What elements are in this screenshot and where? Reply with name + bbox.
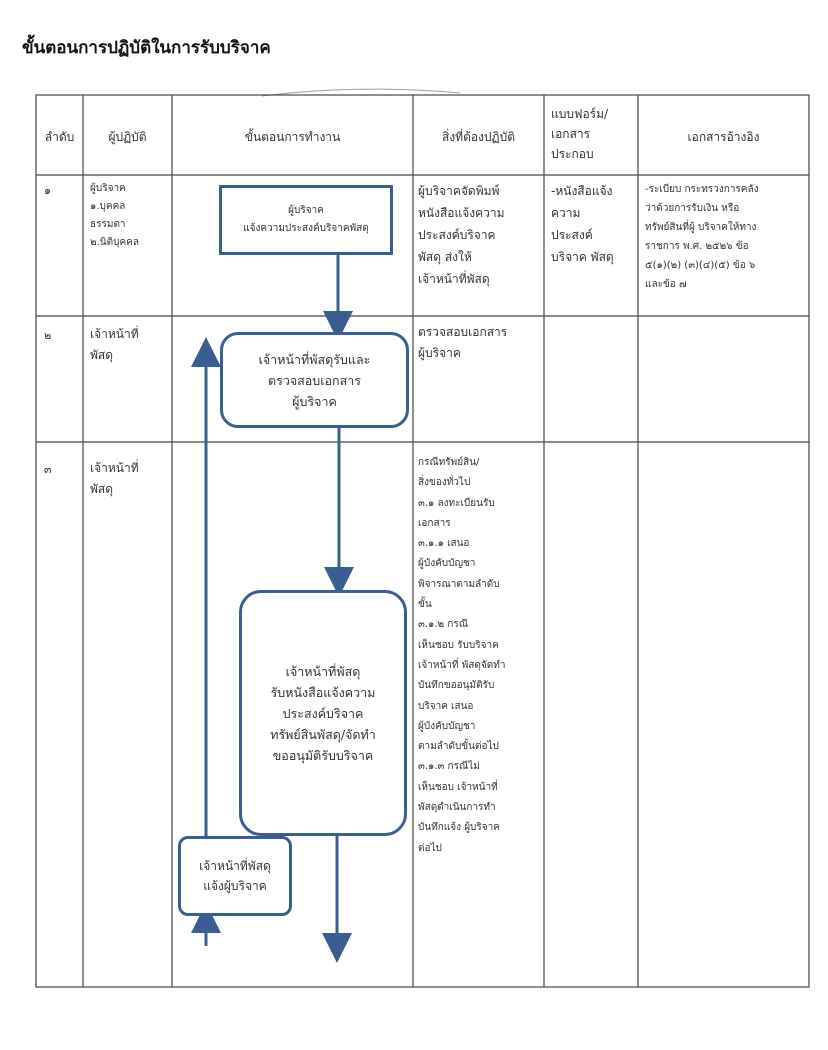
flow-box-notify-donor [178, 836, 292, 916]
page-title: ขั้นตอนการปฏิบัติในการรับบริจาค [22, 38, 271, 58]
header-process: ขั้นตอนการทำงาน [244, 130, 341, 144]
header-todo: สิ่งที่ต้องปฏิบัติ [441, 130, 516, 144]
row2-number: ๒ [44, 329, 52, 342]
flow-box-donor-request [219, 185, 393, 255]
flow-box-receive-check [220, 332, 409, 428]
flow-box-notify-donor-label: เจ้าหน้าที่พัสดุ แจ้งผู้บริจาค [199, 859, 271, 893]
row1-performer: ผู้บริจาค ๑.บุคคล ธรรมดา ๒.นิติบุคคล [90, 183, 139, 248]
row3-performer: เจ้าหน้าที่ พัสดุ [90, 461, 139, 496]
row1-forms: -หนังสือแจ้ง ความ ประสงค์ บริจาค พัสดุ [551, 184, 614, 264]
row3-todo: กรณีทรัพย์สิน/ สิ่งของทั่วไป ๓.๑ ลงทะเบียนรับ เอกสาร ๓.๑.๑ เสนอ ผู้บังคับบัญชา พิจารณาตามลำดับ ขั้น ๓.๑.๒ กรณี เห็นชอบ รับบริจาค เจ้าหน้าที่ พัสดุจัดทำ บันทึกขออนุมัติรับ บริจาค เสนอ ผู้บังคับบัญชา ตามลำดับขั้นต่อไป ๓.๑.๓ กรณีไม่ เห็นชอบ เจ้าหน้าที่ พัสดุดำเนินการทำ บันทึกแจ้ง ผู้บริจาค ต่อไป [418, 457, 506, 854]
row2-performer: เจ้าหน้าที่ พัสดุ [90, 327, 139, 362]
header-forms: แบบฟอร์ม/ เอกสาร ประกอบ [551, 107, 609, 161]
row1-todo: ผู้บริจาคจัดพิมพ์ หนังสือแจ้งความ ประสงค์บริจาค พัสดุ ส่งให้ เจ้าหน้าที่พัสดุ [418, 184, 505, 286]
flow-box-donor-request-label: ผู้บริจาค แจ้งความประสงค์บริจาคพัสดุ [243, 205, 369, 234]
flow-box-approval [239, 590, 407, 836]
row3-number: ๓ [44, 463, 52, 476]
flow-box-approval-label: เจ้าหน้าที่พัสดุ รับหนังสือแจ้งความ ประสงค์บริจาค ทรัพย์สินพัสดุ/จัดทำ ขออนุมัติรับบริจาค [270, 663, 376, 763]
row1-number: ๑ [44, 184, 51, 197]
header-order: ลำดับ [44, 130, 75, 144]
row1-refs: -ระเบียบ กระทรวงการคลัง ว่าด้วยการรับเงิน หรือ ทรัพย์สินที่ผู้ บริจาคให้ทาง ราชการ พ.ศ. ๒๕๒๖ ข้อ ๕(๑)(๒) (๓)(๔)(๕) ข้อ ๖ และข้อ ๗ [645, 184, 759, 290]
row2-todo: ตรวจสอบเอกสาร ผู้บริจาค [418, 325, 508, 360]
header-performer: ผู้ปฏิบัติ [108, 130, 147, 144]
header-refs: เอกสารอ้างอิง [687, 130, 760, 144]
flow-box-receive-check-label: เจ้าหน้าที่พัสดุรับและ ตรวจสอบเอกสาร ผู้บริจาค [258, 351, 371, 409]
